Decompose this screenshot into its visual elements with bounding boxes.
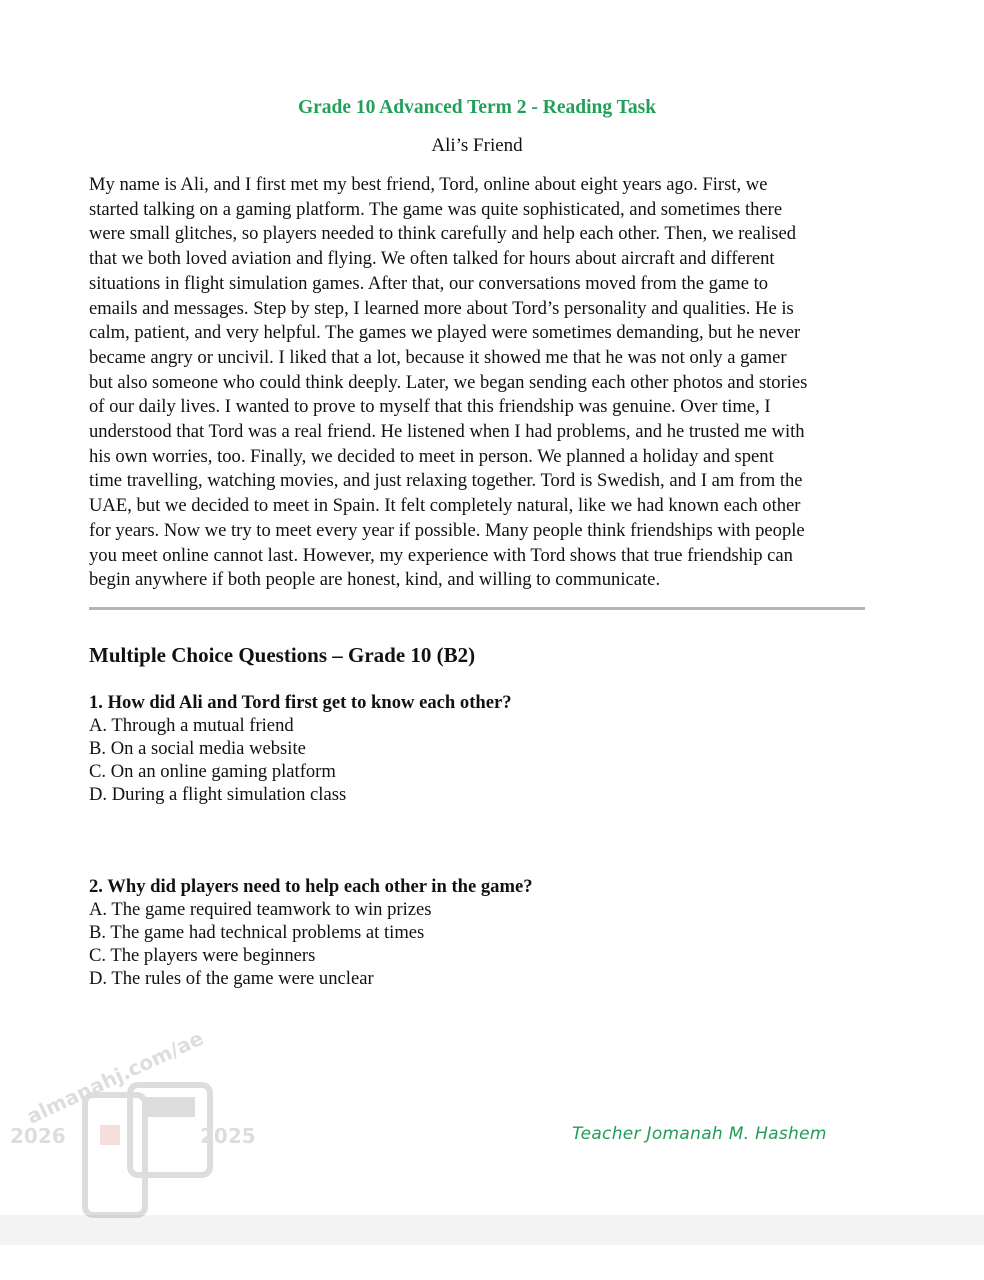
option: A. Through a mutual friend [89,715,294,736]
question-text: 1. How did Ali and Tord first get to know each other? [89,692,512,713]
passage-line: calm, patient, and very helpful. The games we played were sometimes demanding, but he never [89,322,801,344]
passage-line: his own worries, too. Finally, we decided to meet in person. We planned a holiday and spent [89,445,774,467]
passage-line: UAE, but we decided to meet in Spain. It felt completely natural, like we had known each other [89,495,801,517]
watermark-logo [10,1025,270,1265]
passage-line: but also someone who could think deeply. Later, we began sending each other photos and stories [89,371,808,393]
passage-line: started talking on a gaming platform. The game was quite sophisticated, and sometimes there [89,198,783,220]
teacher-signature: Teacher Jomanah M. Hashem [572,1124,827,1144]
option: B. The game had technical problems at times [89,922,425,943]
passage-line: My name is Ali, and I first met my best friend, Tord, online about eight years ago. First, we [89,174,768,195]
mcq-heading: Multiple Choice Questions – Grade 10 (B2) [89,643,476,667]
option: A. The game required teamwork to win prizes [89,899,432,920]
passage-line: you meet online cannot last. However, my experience with Tord shows that true friendship can [89,544,793,566]
svg-text:almanahj.com/ae: almanahj.com/ae [22,1025,208,1129]
option: C. On an online gaming platform [89,761,336,782]
option: D. During a flight simulation class [89,784,347,805]
passage-line: understood that Tord was a real friend. He listened when I had problems, and he trusted me with [89,421,805,443]
passage-line: became angry or uncivil. I liked that a lot, because it showed me that he was not only a gamer [89,346,787,368]
option: D. The rules of the game were unclear [89,968,374,989]
svg-text:2025: 2025 [200,1124,256,1148]
passage-line: situations in flight simulation games. After that, our conversations moved from the game to [89,272,769,294]
section-divider [89,607,865,610]
document-title: Grade 10 Advanced Term 2 - Reading Task [297,97,657,118]
question-2 [89,875,533,990]
passage-line: begin anywhere if both people are honest, kind, and willing to communicate. [89,569,661,591]
passage-title: Ali’s Friend [431,135,523,156]
passage-line: time travelling, watching movies, and just relaxing together. Tord is Swedish, and I am from the [89,470,803,492]
svg-text:2026: 2026 [10,1124,66,1148]
passage-line: were small glitches, so players needed to think carefully and help each other. Then, we realised [89,223,796,245]
option: C. The players were beginners [89,945,316,966]
option: B. On a social media website [89,738,306,759]
reading-passage [89,173,807,593]
question-1 [89,691,512,806]
question-text: 2. Why did players need to help each other in the game? [89,876,533,897]
passage-line: emails and messages. Step by step, I learned more about Tord’s personality and qualities. He is [89,297,794,319]
passage-line: for years. Now we try to meet every year if possible. Many people think friendships with people [89,519,805,541]
passage-line: that we both loved aviation and flying. We often talked for hours about aircraft and different [89,248,775,270]
passage-line: of our daily lives. I wanted to prove to myself that this friendship was genuine. Over time, I [89,396,771,418]
